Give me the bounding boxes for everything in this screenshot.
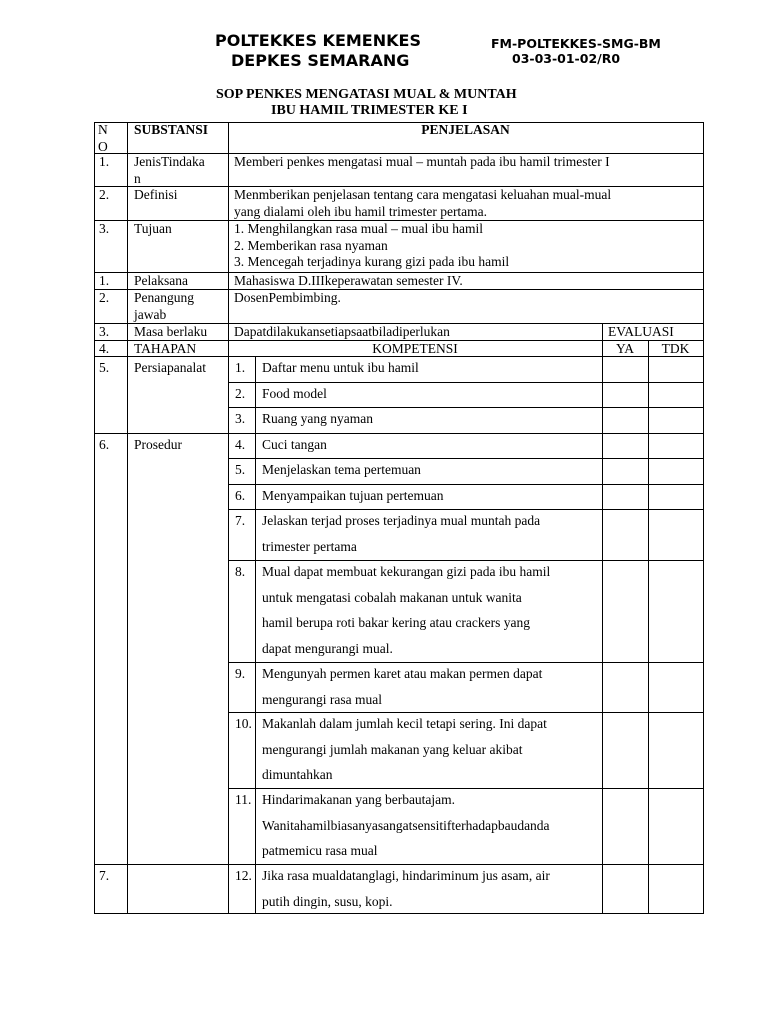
- table-rule: [228, 122, 229, 914]
- info-row-substansi: Definisi: [134, 187, 178, 202]
- step-text: Cuci tangan: [262, 437, 327, 452]
- table-rule: [94, 122, 95, 914]
- section-label: Persiapanalat: [134, 360, 206, 375]
- step-text: Jelaskan terjad proses terjadinya mual muntah pada trimester pertama: [262, 513, 541, 554]
- table-rule: [94, 433, 229, 434]
- step-number: 2.: [235, 386, 246, 401]
- step-text: Menyampaikan tujuan pertemuan: [262, 488, 444, 503]
- form-code-line1: FM-POLTEKKES-SMG-BM: [491, 36, 661, 51]
- step-number: 4.: [235, 437, 246, 452]
- table-rule: [255, 356, 256, 914]
- info-row-penjelasan: Memberi penkes mengatasi mual – muntah pada ibu hamil trimester I: [234, 154, 610, 169]
- step-text: Daftar menu untuk ibu hamil: [262, 360, 419, 375]
- masa-berlaku-no: 3.: [99, 324, 110, 339]
- step-text: Ruang yang nyaman: [262, 411, 373, 426]
- step-text: Hindarimakanan yang berbautajam. Wanitahamilbiasanyasangatsensitifterhadapbaudanda patmemicu rasa mual: [262, 792, 550, 858]
- section-no: 6.: [99, 437, 110, 452]
- evaluasi-label: EVALUASI: [608, 324, 674, 339]
- institution-name-line1: POLTEKKES KEMENKES: [215, 31, 421, 50]
- section-no: 7.: [99, 868, 110, 883]
- kompetensi-label: KOMPETENSI: [372, 341, 458, 356]
- step-text: Makanlah dalam jumlah kecil tetapi sering. Ini dapat mengurangi jumlah makanan yang keluar akibat dimuntahkan: [262, 716, 547, 782]
- info-row-substansi: Pelaksana: [134, 273, 188, 288]
- table-rule: [94, 864, 229, 865]
- info-row-penjelasan: 1. Menghilangkan rasa mual – mual ibu hamil 2. Memberikan rasa nyaman 3. Mencegah terjadinya kurang gizi pada ibu hamil: [234, 221, 510, 269]
- section-label: Prosedur: [134, 437, 182, 452]
- form-code-line2: 03-03-01-02/R0: [512, 51, 621, 66]
- step-text: Menjelaskan tema pertemuan: [262, 462, 421, 477]
- header-substansi: SUBSTANSI: [134, 122, 209, 137]
- info-row-no: 2.: [99, 187, 110, 202]
- step-number: 3.: [235, 411, 246, 426]
- institution-name-line2: DEPKES SEMARANG: [231, 51, 410, 70]
- table-rule: [648, 340, 649, 914]
- step-text: Mengunyah permen karet atau makan permen dapat mengurangi rasa mual: [262, 666, 543, 707]
- info-row-no: 1.: [99, 273, 110, 288]
- info-row-no: 3.: [99, 221, 110, 236]
- table-rule: [703, 122, 704, 914]
- header-penjelasan: PENJELASAN: [421, 122, 510, 137]
- info-row-no: 2.: [99, 290, 110, 305]
- info-row-substansi: Tujuan: [134, 221, 172, 236]
- info-row-substansi: JenisTindaka n: [134, 154, 205, 186]
- tdk-label: TDK: [661, 341, 690, 356]
- info-row-penjelasan: DosenPembimbing.: [234, 290, 341, 305]
- info-row-penjelasan: Mahasiswa D.IIIkeperawatan semester IV.: [234, 273, 463, 288]
- step-text: Mual dapat membuat kekurangan gizi pada ibu hamil untuk mengatasi cobalah makanan untuk wanita hamil berupa roti bakar kering atau crackers yang dapat mengurangi mual.: [262, 564, 551, 656]
- masa-berlaku-value: Dapatdilakukansetiapsaatbiladiperlukan: [234, 324, 450, 339]
- step-number: 6.: [235, 488, 246, 503]
- header-no: N O: [98, 122, 108, 154]
- step-number: 8.: [235, 564, 246, 579]
- info-row-penjelasan: Menmberikan penjelasan tentang cara mengatasi keluahan mual-mual yang dialami oleh ibu hamil trimester pertama.: [234, 187, 612, 219]
- info-row-substansi: Penangung jawab: [134, 290, 194, 322]
- tahapan-label: TAHAPAN: [134, 341, 197, 356]
- step-number: 11.: [235, 792, 252, 807]
- step-number: 1.: [235, 360, 246, 375]
- section-no: 5.: [99, 360, 110, 375]
- step-text: Jika rasa mualdatanglagi, hindariminum jus asam, air putih dingin, susu, kopi.: [262, 868, 550, 909]
- step-number: 7.: [235, 513, 246, 528]
- ya-label: YA: [615, 341, 634, 356]
- masa-berlaku-label: Masa berlaku: [134, 324, 208, 339]
- table-rule: [127, 122, 128, 914]
- document-title-line2: IBU HAMIL TRIMESTER KE I: [271, 103, 468, 118]
- document-title-line1: SOP PENKES MENGATASI MUAL & MUNTAH: [216, 87, 517, 102]
- step-number: 10.: [235, 716, 252, 731]
- step-text: Food model: [262, 386, 327, 401]
- table-rule: [602, 323, 603, 914]
- step-number: 9.: [235, 666, 246, 681]
- info-row-no: 1.: [99, 154, 110, 169]
- step-number: 12.: [235, 868, 252, 883]
- tahapan-no: 4.: [99, 341, 110, 356]
- step-number: 5.: [235, 462, 246, 477]
